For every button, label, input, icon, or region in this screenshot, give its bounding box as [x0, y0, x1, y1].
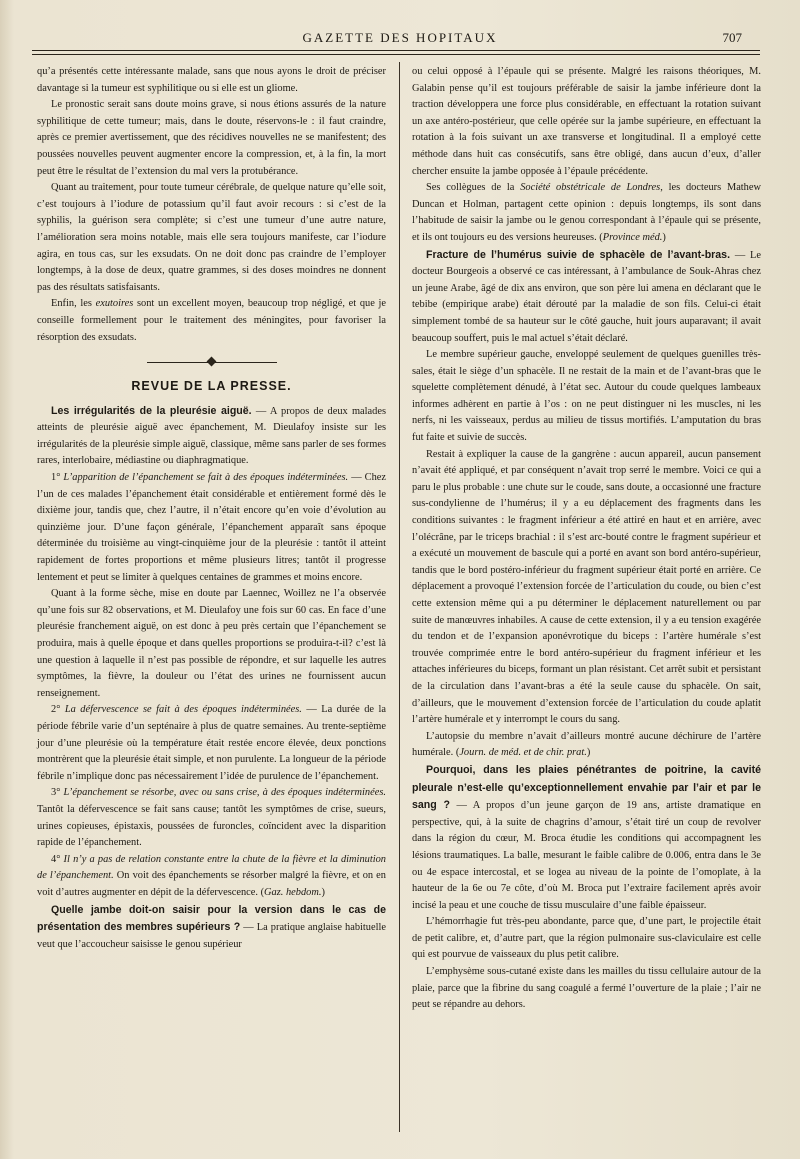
text-run: ): [321, 886, 325, 898]
list-item: [37, 785, 386, 851]
list-item: [37, 852, 386, 902]
paragraph: [412, 729, 761, 762]
header-rule: [32, 50, 760, 51]
right-column: [412, 64, 761, 1014]
item-heading: L’épanchement se résorbe, avec ou sans crise, à des époques indéterminées.: [63, 787, 386, 799]
text-run: Enfin, les: [51, 298, 96, 310]
item-number: 4°: [51, 853, 64, 865]
source-citation: Province méd.: [602, 231, 663, 243]
column-divider: [399, 62, 400, 1132]
paragraph: Restait à expliquer la cause de la gangrène : aucun appareil, aucun pansement n’avait été appliqué, et par conséquent n’avait trop serré le membre. Voici ce qui a paru le plus probable : une chute sur le coude, sans doute, a occasionné une fracture sus-condylienne de l’humérus; il y a eu déplacement des fragments dans les conditions suivantes : le fragment inférieur a été attiré en haut et en arrière, avec l’olécrâne, par le triceps brachial : il s’est arc-bouté contre le fragment supérieur et a exécuté un mouvement de bascule qui a porté en avant son bord antéro-supérieur, tandis que le bord postéro-inférieur du fragment supérieur était porté en arrière. Ce déplacement a provoqué l’extension forcée de l’articulation du coude, ou bien c’est cette extension même qui a pu déterminer le déplacement naturellement ou par suite de manœuvres inhabiles. A cause de cette extension, il y a eu tension exagérée du tendon et de l’expansion aponévrotique du biceps : l’artère humérale s’est trouvée comprimée entre le bord antéro-supérieur du fragment inférieur et les attaches inférieures du biceps, formant un plan résistant. Cet arrêt subit et persistant de la circulation dans l’avant-bras a été la seule cause du sphacèle. On sait, d’ailleurs, que le mouvement d’extension forcée de l’articulation du coude aplatit l’artère humérale et y interrompt le cours du sang.: [412, 448, 761, 726]
italic-term: Société obstétricale de Londres: [520, 182, 661, 194]
page-number: 707: [722, 30, 742, 45]
ornament-diamond-icon: [207, 357, 217, 367]
article-paragraph: [412, 247, 761, 348]
text-run: Tantôt la défervescence se fait sans cause; tantôt les symptômes de crise, sueurs, urines copieuses, épistaxis, poussées de furoncles, coïncident avec la disparition rapide de l’épanchement.: [37, 803, 386, 849]
paragraph: Le pronostic serait sans doute moins grave, si nous étions assurés de la nature syphilitique de cette tumeur; mais, dans le doute, réservons-le : il faut craindre, après ce premier avertissement, que des récidives nouvelles ne se manifestent; des poussées nouvelles peuvent augmenter encore la compression, et, à la fin, la mort peut être le résultat de l’extension du mal vers la protubérance.: [37, 99, 386, 177]
article-heading: Quelle jambe doit-on saisir pour la version dans le cas de présentation des membres supérieurs ?: [37, 903, 386, 934]
paragraph: Le membre supérieur gauche, enveloppé seulement de quelques guenilles très-sales, était le siège d’un sphacèle. Il ne restait de la main et de l’avant-bras que le squelette complètement dénudé, à l’état sec. Autour du coude quelques lambeaux informes adhèrent en partie à l’os : on ne peut distinguer ni les muscles, ni les nerfs, ni les vaisseaux, perdus au milieu de tissus mortifiés. L’amputation du bras fut faite et suivie de succès.: [412, 349, 761, 444]
paragraph: qu’a présentés cette intéressante malade, sans que nous ayons le droit de préciser davantage si la tumeur est syphilitique ou si elle est un gliome.: [37, 66, 386, 94]
running-header: [40, 30, 760, 52]
text-run: ): [586, 747, 591, 759]
article-paragraph: [37, 403, 386, 470]
paragraph: Quant au traitement, pour toute tumeur cérébrale, de quelque nature qu’elle soit, c’est toujours à l’iodure de potassium qu’il faut avoir recours : si c’est de la syphilis, la guérison sera complète; si c’est une tumeur d’une autre nature, l’amélioration sera moins notable, mais elle sera toujours manifeste, car l’iodure agira, en tous cas, sur les exsudats. On ne doit donc pas craindre de l’employer longtemps, à la dose de deux, quatre grammes, si des doses moindres ne donnent pas des résultats satisfaisants.: [37, 182, 386, 293]
text-run: — Chez l’un de ces malades l’épanchement était considérable et entièrement formé dès le dixième jour, tandis que, chez l’autre, il n’était encore qu’en voie d’évolution au quinzième jour. D’une façon générale, l’épanchement apparaît sans époque déterminée du troisième au vingt-cinquième jour de la pleurésie : tantôt il atteint rapidement de fortes proportions et même plusieurs litres; tantôt il progresse lentement et peut se limiter à quelques centaines de grammes et moins encore.: [37, 472, 387, 583]
paragraph: [412, 180, 761, 246]
article-heading: Les irrégularités de la pleurésie aiguë.: [51, 404, 252, 417]
text-run: sont un excellent moyen, beaucoup trop négligé, et que je conseille formellement pour le traitement des méningites, pour favoriser la résorption des exsudats.: [37, 298, 387, 343]
paragraph: [37, 296, 386, 346]
text-run: — A propos d’un jeune garçon de 19 ans, artiste dramatique en perspective, qui, à la suite de chagrins d’amour, s’était tiré un coup de revolver dans la région du cœur, M. Broca étudie les conditions qui accompagnent les lésions traumatiques. La balle, mesurant le faible calibre de 0.006, entra dans le 3e ou 4e espace intercostal, et se logea au niveau de la pointe de l’omoplate, à la hauteur de la 6e ou 7e côte, d’où M. Broca put l’extraire facilement après avoir incisé la peau et une couche de tissu musculaire d’une faible épaisseur.: [412, 800, 762, 911]
header-rule-thin: [32, 54, 760, 55]
text-run: — Le docteur Bourgeois a observé ce cas intéressant, à l’ambulance de Souk-Ahras chez un jeune Arabe, âgé de dix ans environ, que son père lui amena en déclarant que le tebibe (empirique arabe) était dérouté par la maladie de son fils. Celui-ci était simplement tombé de sa hauteur sur le côté gauche, huit jours auparavant; il avait beaucoup souffert, puis le mal actuel s’était déclaré.: [412, 249, 761, 344]
journal-title: GAZETTE DES HOPITAUX: [302, 30, 498, 45]
source-citation: Gaz. hebdom.: [264, 886, 322, 898]
item-number: 1°: [51, 472, 64, 484]
text-run: — La pratique anglaise habituelle veut que l’accoucheur saisisse le genou supérieur: [37, 922, 386, 950]
text-run: L’autopsie du membre n’avait d’ailleurs montré aucune déchirure de l’artère humérale. (: [412, 730, 761, 759]
item-heading: La défervescence se fait à des époques indéterminées.: [64, 704, 302, 716]
section-ornament: [37, 356, 386, 368]
paragraph: L’emphysème sous-cutané existe dans les mailles du tissu cellulaire autour de la plaie, parce que la fibrine du sang coagulé a fermé l’ouverture de la plaie ; l’air ne peut se répandre au dehors.: [412, 966, 761, 1011]
source-citation: Journ. de méd. et de chir. prat.: [459, 747, 587, 759]
text-run: — La durée de la période fébrile varie d’un septénaire à plus de quatre semaines. Au trente-septième jour d’une pleurésie où la température était restée encore élevée, deux ponctions montrèrent que la pleurésie était simple, et non purulente. La longueur de la période fébrile n’implique donc pas nécessairement l’idée de purulence de l’épanchement.: [37, 704, 387, 782]
list-item: [37, 470, 386, 586]
text-run: — A propos de deux malades atteints de pleurésie aiguë avec épanchement, M. Dieulafoy insiste sur les irrégularités de la pleurésie simple aiguë, classique, même sans parler de ses formes rares, interlobaire, médiastine ou diaphragmatique.: [37, 405, 386, 467]
list-item: [37, 702, 386, 785]
paragraph: ou celui opposé à l’épaule qui se présente. Malgré les raisons théoriques, M. Galabin pense qu’il est toujours préférable de saisir la jambe inférieure dont la traction développera une force plus considérable, en effectuant la rotation suivant un axe antéro-postérieur, que celle opérée sur la jambe supérieure, en effectuant la rotation à la fois suivant un axe transverse et longitudinal. Il a employé cette méthode dans huit cas consécutifs, sans être obligé, dans aucun d’eux, d’aller chercher ensuite la jambe opposée à l’épaule précédente.: [412, 66, 761, 177]
paragraph: L’hémorrhagie fut très-peu abondante, parce que, d’une part, le projectile était de petit calibre, et, d’autre part, que la région pulmonaire sus-claviculaire est celle qui est pourvue de vaisseaux du plus petit calibre.: [412, 916, 761, 961]
text-run: , les docteurs Mathew Duncan et Holman, partagent cette opinion : depuis longtemps, ils sont dans l’habitude de saisir la jambe ou le genou correspondant à l’épaule qui se présente, et ils ont toujours eu des versions heureuses. (: [412, 182, 761, 243]
section-title: REVUE DE LA PRESSE.: [131, 379, 292, 394]
item-number: 2°: [51, 704, 65, 716]
text-run: Ses collègues de la: [426, 182, 521, 194]
text-run: On voit des épanchements se résorber malgré la fièvre, et on en voit d’autres augmenter en dépit de la défervescence. (: [37, 870, 386, 898]
item-heading: L’apparition de l’épanchement se fait à des époques indéterminées.: [63, 472, 349, 484]
article-heading: Pourquoi, dans les plaies pénétrantes de poitrine, la cavité pleurale n’est-elle qu’exceptionnellement envahie par l’air et par le sang ?: [412, 763, 761, 812]
left-column: [37, 64, 386, 953]
article-paragraph: [412, 762, 761, 914]
italic-term: exutoires: [95, 298, 134, 310]
item-number: 3°: [51, 787, 64, 799]
paragraph: Quant à la forme sèche, mise en doute par Laennec, Woillez ne l’a observée qu’une fois sur 82 observations, et M. Dieulafoy une fois sur 60 cas. En face d’une pleurésie franchement aiguë, on est donc à peu près certain que l’épanchement se produira, mais à quelle époque et dans quelles proportions se produira-t-il? c’est là une question à laquelle il n’est pas possible de répondre, et sur laquelle les autres symptômes, la fièvre, la douleur ou l’état des urines ne fournissent aucun renseignement.: [37, 588, 386, 699]
text-run: ): [662, 231, 666, 243]
article-heading: Fracture de l’humérus suivie de sphacèle de l’avant-bras.: [426, 248, 731, 261]
item-heading: Il n’y a pas de relation constante entre la chute de la fièvre et la diminution de l’épanchement.: [37, 853, 387, 882]
article-paragraph: [37, 902, 386, 954]
